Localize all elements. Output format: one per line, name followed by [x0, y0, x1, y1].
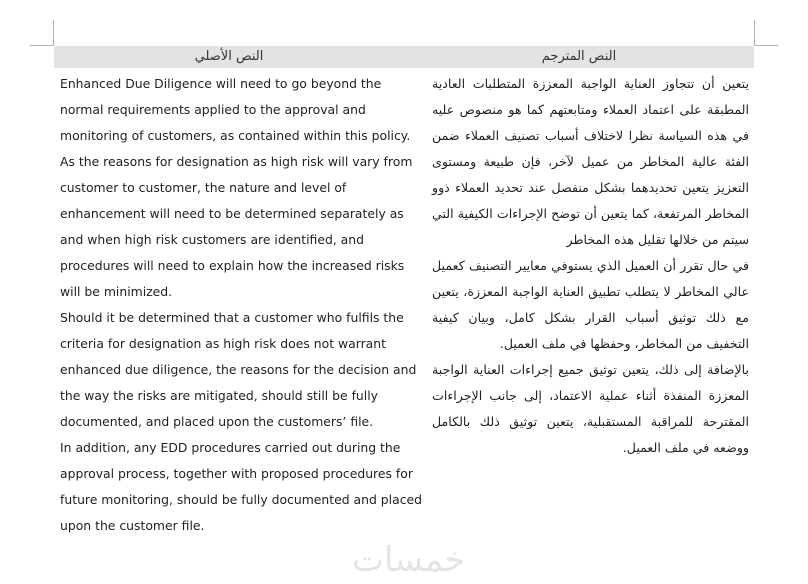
crop-mark-top-left-vertical: [53, 20, 54, 46]
crop-mark-top-right-horizontal: [754, 45, 778, 46]
crop-mark-top-right-vertical: [754, 20, 755, 46]
header-original-text: النص الأصلي: [194, 49, 264, 64]
watermark-logo: خمسات: [352, 540, 466, 580]
original-paragraph-2: Should it be determined that a customer who fulfils the criteria for designation as high risk does not warrant enhanced due diligence, the reasons for the decision and the way the risks are mitigated, should still be fully documented, and placed upon the customers’ file.: [60, 310, 417, 429]
original-paragraph-1: Enhanced Due Diligence will need to go beyond the normal requirements applied to the approval and monitoring of customers, as contained within this policy. As the reasons for designation as high risk will vary from customer to customer, the nature and level of enhancement will need to be determined separately as and when high risk customers are identified, and procedures will need to explain how the increased risks will be minimized.: [60, 76, 413, 299]
crop-mark-top-left-horizontal: [30, 45, 54, 46]
translated-paragraph-2: في حال تقرر أن العميل الذي يستوفي معايير التصنيف كعميل عالي المخاطر لا يتطلب تطبيق العناية الواجبة المعززة، يتعين مع ذلك توثيق أسباب القرار بشكل كامل، وبيان كيفية التخفيف من المخاطر، وحفظها في ملف العميل.: [432, 258, 749, 351]
translated-text-column: [432, 71, 749, 461]
translated-paragraph-3: بالإضافة إلى ذلك، يتعين توثيق جميع إجراءات العناية الواجبة المعززة المنفذة أثناء عملية الاعتماد، إلى جانب الإجراءات المقترحة للمراقبة المستقبلية، يتعين توثيق ذلك بالكامل ووضعه في ملف العميل.: [432, 362, 749, 455]
translated-paragraph-1: يتعين أن تتجاوز العناية الواجبة المعززة المتطلبات العادية المطبقة على اعتماد العملاء ومتابعتهم كما هو منصوص عليه في هذه السياسة نظرا لاختلاف أسباب تصنيف العملاء ضمن الفئة عالية المخاطر من عميل لآخر، فإن طبيعة ومستوى التعزيز يتعين تحديدهما بشكل منفصل عند تحديد العملاء ذوو المخاطر المرتفعة، كما يتعين أن توضح الإجراءات الكيفية التي سيتم من خلالها تقليل هذه المخاطر: [432, 76, 749, 247]
header-translated-text: النص المترجم: [541, 49, 617, 64]
original-text-column: [60, 71, 422, 539]
original-paragraph-3: In addition, any EDD procedures carried out during the approval process, together with proposed procedures for future monitoring, should be fully documented and placed upon the customer file.: [60, 440, 423, 533]
table-header-row: [54, 46, 754, 68]
